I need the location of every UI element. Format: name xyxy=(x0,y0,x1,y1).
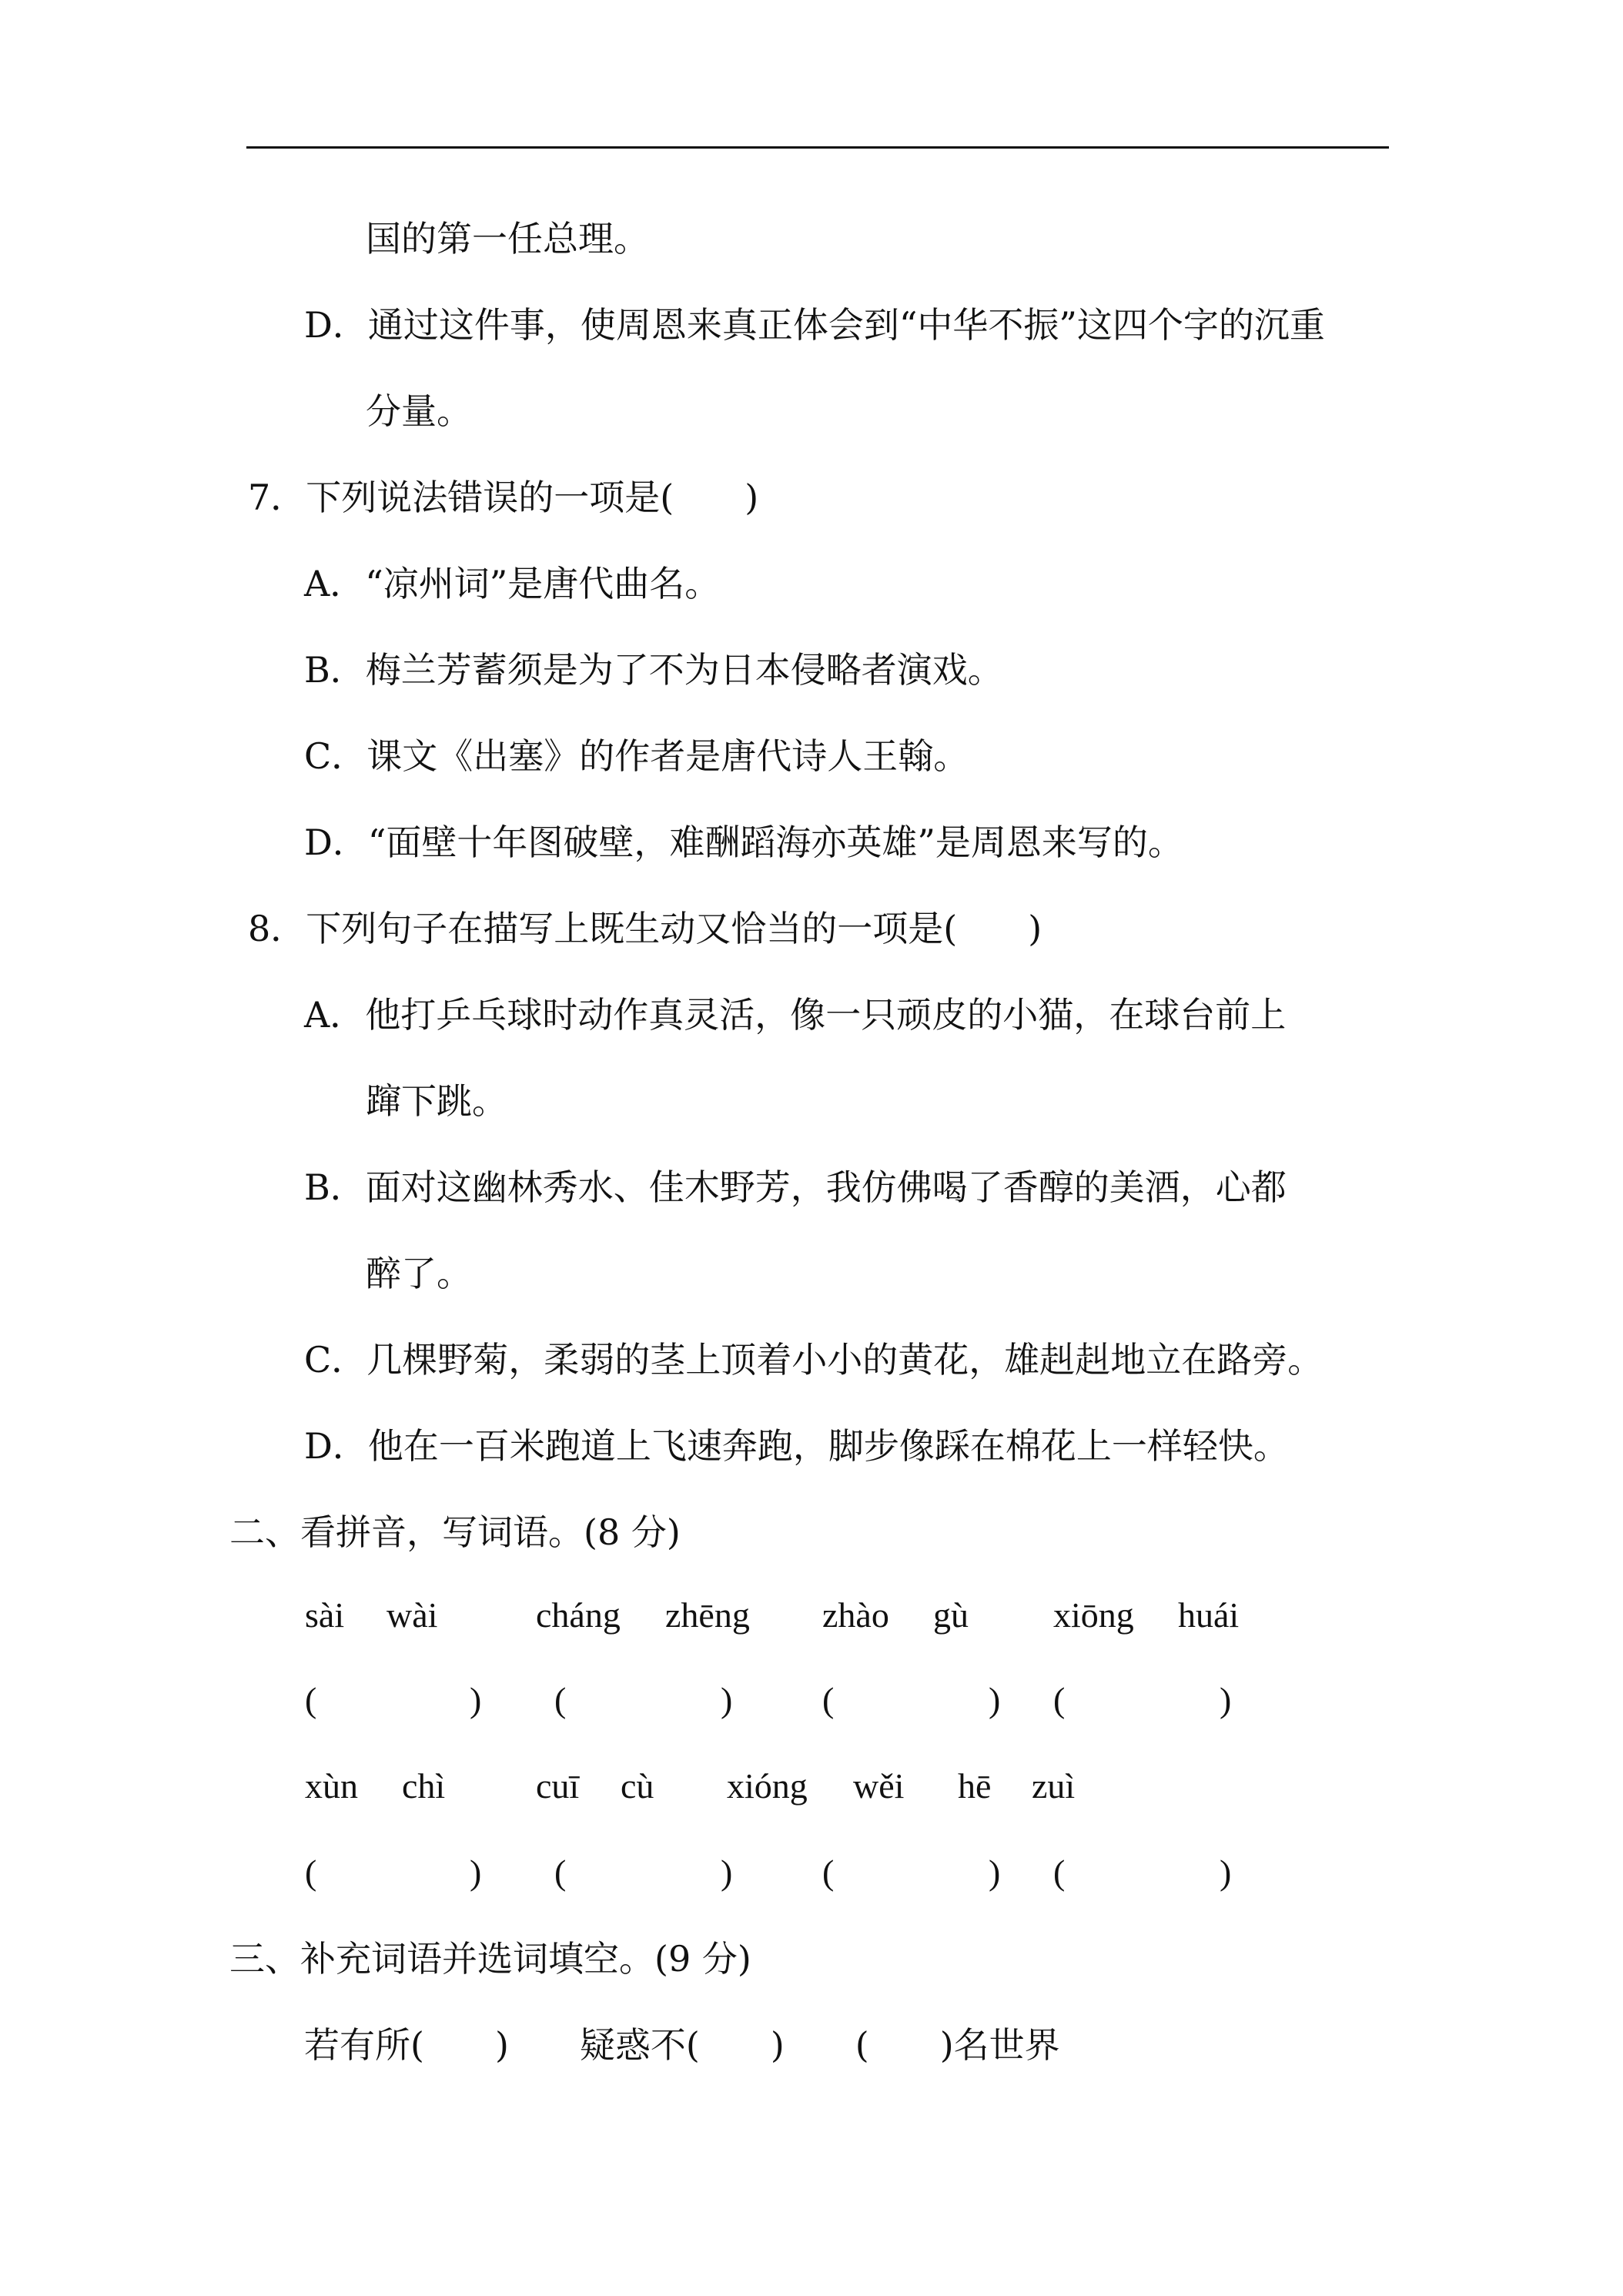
option-c: C．几棵野菊，柔弱的茎上顶着小小的黄花，雄赳赳地立在路旁。 xyxy=(304,1339,1323,1381)
header-rule xyxy=(246,146,1389,149)
pinyin: hē xyxy=(958,1766,992,1806)
question-8: 8．下列句子在描写上既生动又恰当的一项是( ) xyxy=(248,908,1042,949)
text-line: 醉了。 xyxy=(366,1253,472,1294)
pinyin: cuī xyxy=(536,1766,580,1806)
answer-paren-open: ( xyxy=(554,1853,567,1892)
pinyin: huái xyxy=(1178,1595,1240,1635)
answer-paren-open: ( xyxy=(554,1680,567,1719)
answer-paren-close: ) xyxy=(470,1853,482,1892)
answer-paren-open: ( xyxy=(822,1680,835,1719)
pinyin: wěi xyxy=(853,1766,905,1806)
section-2-heading: 二、看拼音，写词语。(8 分) xyxy=(229,1511,681,1553)
answer-paren-open: ( xyxy=(305,1680,317,1719)
pinyin: zuì xyxy=(1032,1766,1076,1806)
pinyin: xiōng xyxy=(1053,1595,1134,1635)
pinyin: zhào xyxy=(822,1595,889,1635)
section-3-heading: 三、补充词语并选词填空。(9 分) xyxy=(229,1938,751,1980)
option-b: B．梅兰芳蓄须是为了不为日本侵略者演戏。 xyxy=(304,649,1003,691)
pinyin: xùn xyxy=(305,1766,358,1806)
pinyin: wài xyxy=(387,1595,438,1635)
answer-paren-close: ) xyxy=(470,1680,482,1719)
answer-paren-close: ) xyxy=(989,1853,1001,1892)
pinyin: sài xyxy=(305,1595,345,1635)
answer-paren-open: ( xyxy=(1053,1853,1066,1892)
fill-in-line: 若有所( ) 疑惑不( ) ( )名世界 xyxy=(304,2024,1060,2066)
option-b: B．面对这幽林秀水、佳木野芳，我仿佛喝了香醇的美酒，心都 xyxy=(304,1166,1287,1208)
pinyin: gù xyxy=(933,1595,969,1635)
answer-paren-open: ( xyxy=(305,1853,317,1892)
question-7: 7．下列说法错误的一项是( ) xyxy=(248,477,759,518)
text-line: 国的第一任总理。 xyxy=(366,218,649,259)
option-d: D．“面壁十年图破壁，难酬蹈海亦英雄”是周恩来写的。 xyxy=(304,822,1183,863)
answer-paren-open: ( xyxy=(822,1853,835,1892)
pinyin: xióng xyxy=(727,1766,808,1806)
pinyin: zhēng xyxy=(665,1595,750,1635)
option-a: A．“凉州词”是唐代曲名。 xyxy=(304,563,721,604)
answer-paren-close: ) xyxy=(1220,1680,1232,1719)
option-c: C．课文《出塞》的作者是唐代诗人王翰。 xyxy=(304,735,969,777)
option-d: D．通过这件事，使周恩来真正体会到“中华不振”这四个字的沉重 xyxy=(304,304,1325,346)
pinyin: chì xyxy=(402,1766,446,1806)
text-line: 分量。 xyxy=(366,390,472,432)
pinyin: cù xyxy=(621,1766,654,1806)
answer-paren-close: ) xyxy=(1220,1853,1232,1892)
text-line: 蹿下跳。 xyxy=(366,1080,507,1122)
answer-paren-close: ) xyxy=(721,1853,733,1892)
answer-paren-open: ( xyxy=(1053,1680,1066,1719)
option-d: D．他在一百米跑道上飞速奔跑，脚步像踩在棉花上一样轻快。 xyxy=(304,1425,1289,1467)
answer-paren-close: ) xyxy=(721,1680,733,1719)
pinyin: cháng xyxy=(536,1595,621,1635)
answer-paren-close: ) xyxy=(989,1680,1001,1719)
option-a: A．他打乒乓球时动作真灵活，像一只顽皮的小猫，在球台前上 xyxy=(304,994,1287,1036)
